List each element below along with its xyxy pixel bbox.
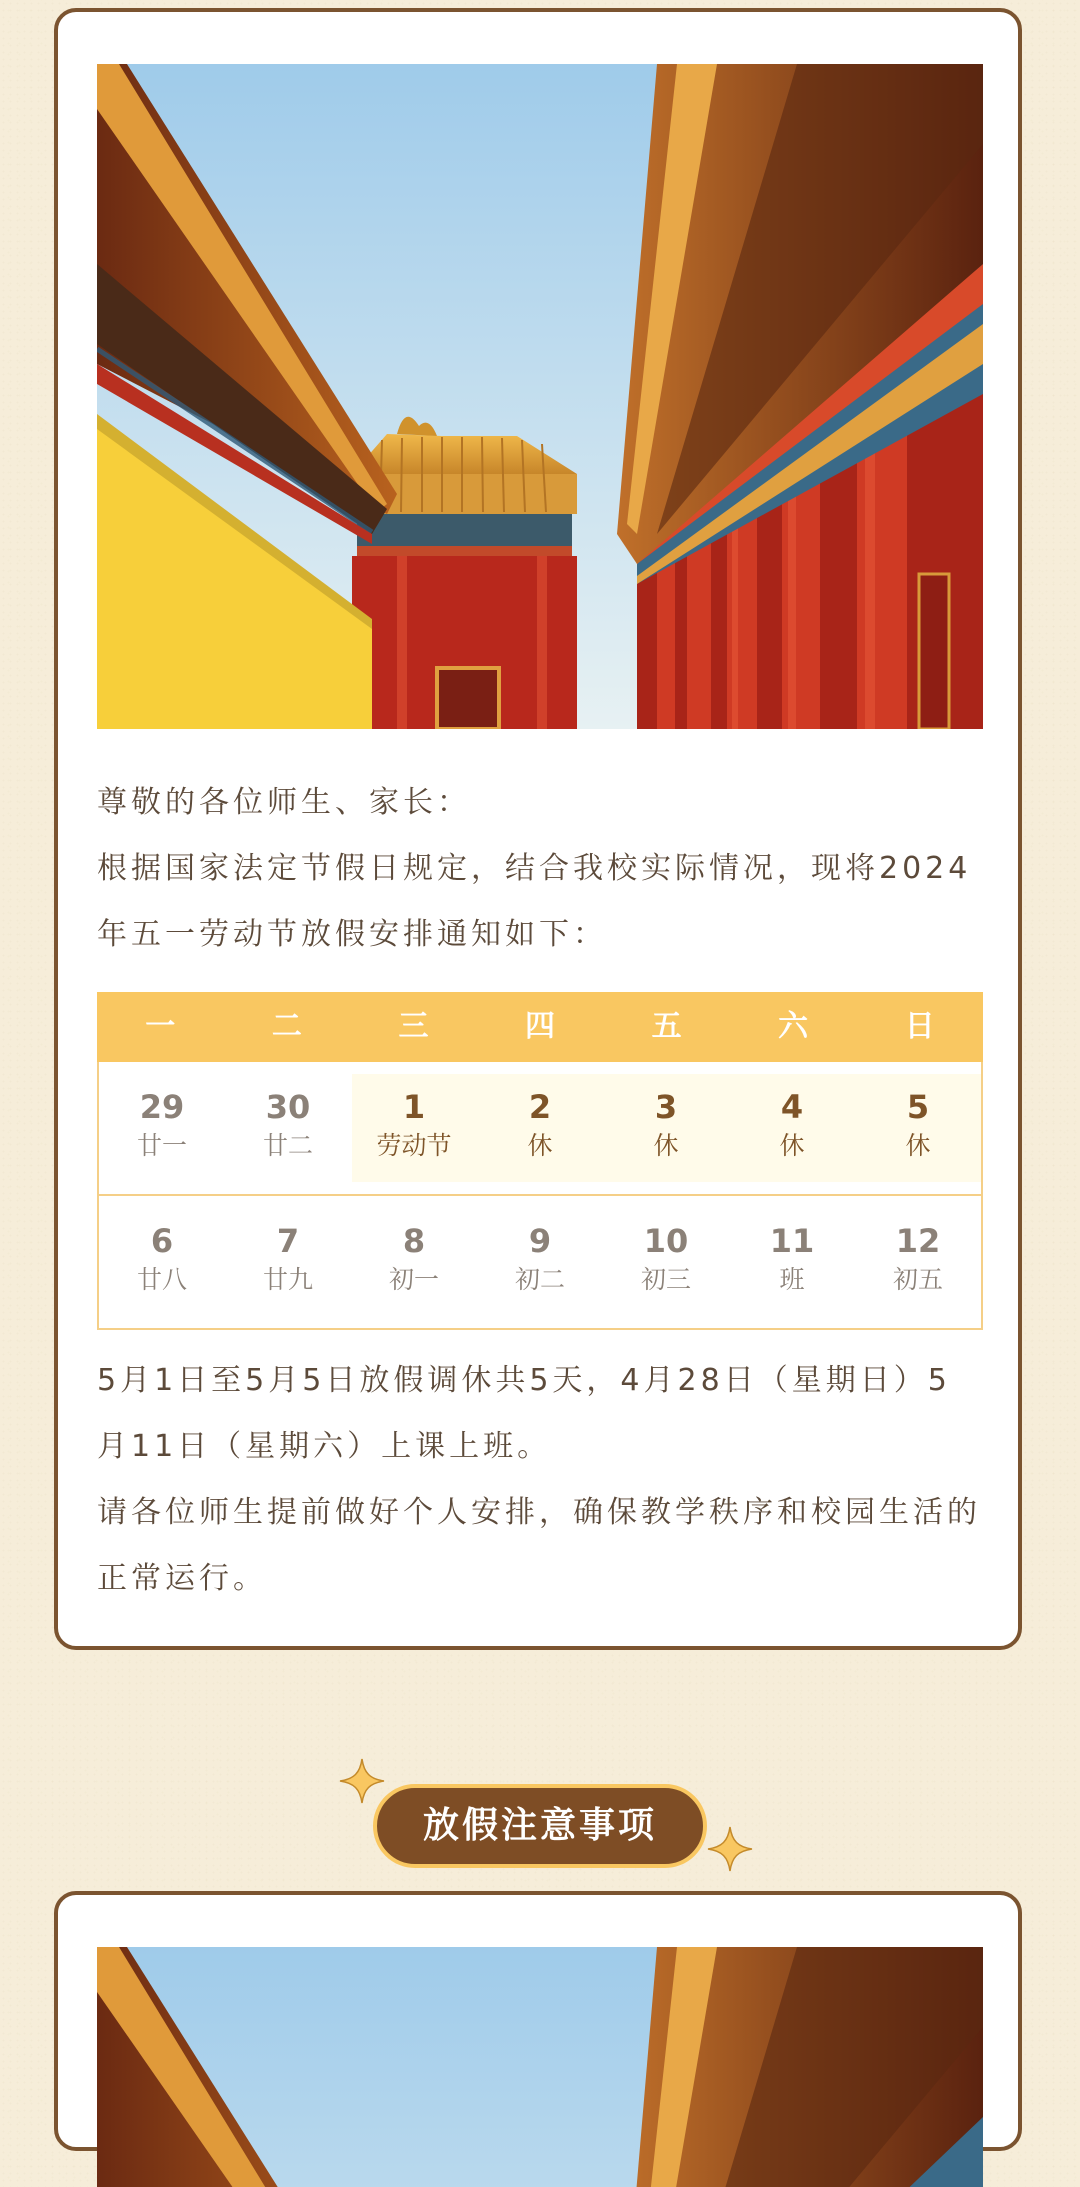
day-number: 12 bbox=[895, 1222, 941, 1260]
lunar-date: 休 bbox=[779, 1131, 805, 1160]
calendar-day-cell bbox=[729, 1196, 855, 1328]
weekday-mon: 一 bbox=[145, 1009, 176, 1044]
notice-card bbox=[54, 8, 1022, 1650]
lunar-date: 廿八 bbox=[136, 1265, 187, 1294]
day-number: 11 bbox=[769, 1222, 815, 1260]
calendar-day-cell bbox=[99, 1196, 225, 1328]
calendar-day-cell bbox=[225, 1196, 351, 1328]
day-number: 2 bbox=[528, 1088, 552, 1126]
day-number: 8 bbox=[402, 1222, 426, 1260]
lunar-date: 初一 bbox=[388, 1265, 439, 1294]
calendar-day-cell-holiday bbox=[855, 1062, 981, 1194]
lunar-date: 休 bbox=[527, 1131, 553, 1160]
weekday-fri: 五 bbox=[651, 1009, 682, 1044]
reminder-paragraph: 请各位师生提前做好个人安排，确保教学秩序和校园生活的正常运行。 bbox=[97, 1495, 981, 1596]
day-number: 30 bbox=[265, 1088, 311, 1126]
lunar-date: 廿一 bbox=[136, 1131, 187, 1160]
weekday-thu: 四 bbox=[525, 1009, 556, 1044]
lunar-date: 廿二 bbox=[262, 1131, 313, 1160]
calendar-day-cell bbox=[225, 1062, 351, 1194]
calendar-weekday-header bbox=[97, 992, 983, 1062]
day-number: 9 bbox=[528, 1222, 552, 1260]
weekday-sun: 日 bbox=[904, 1009, 935, 1044]
calendar-week-row bbox=[99, 1062, 981, 1194]
day-number: 29 bbox=[139, 1088, 185, 1126]
calendar-day-cell-holiday bbox=[729, 1062, 855, 1194]
lunar-date: 初五 bbox=[892, 1265, 943, 1294]
calendar-day-cell bbox=[477, 1196, 603, 1328]
calendar-day-cell bbox=[351, 1196, 477, 1328]
sparkle-star-icon bbox=[338, 1757, 386, 1805]
day-number: 4 bbox=[780, 1088, 804, 1126]
day-number: 7 bbox=[276, 1222, 300, 1260]
intro-paragraph: 根据国家法定节假日规定，结合我校实际情况，现将2024年五一劳动节放假安排通知如下： bbox=[97, 851, 972, 952]
calendar-day-cell-holiday bbox=[603, 1062, 729, 1194]
sparkle-star-icon bbox=[706, 1825, 754, 1873]
weekday-tue: 二 bbox=[271, 1009, 302, 1044]
calendar-day-cell bbox=[855, 1196, 981, 1328]
lunar-date: 廿九 bbox=[262, 1265, 313, 1294]
lunar-date: 劳动节 bbox=[376, 1131, 452, 1160]
lunar-date: 休 bbox=[653, 1131, 679, 1160]
calendar-day-cell-holiday bbox=[477, 1062, 603, 1194]
day-number: 3 bbox=[654, 1088, 678, 1126]
schedule-paragraph: 5月1日至5月5日放假调休共5天，4月28日（星期日）5月11日（星期六）上课上班。 bbox=[97, 1363, 951, 1464]
calendar-week-row bbox=[99, 1194, 981, 1328]
weekday-sat: 六 bbox=[778, 1009, 809, 1044]
weekday-wed: 三 bbox=[398, 1009, 429, 1044]
lunar-date: 休 bbox=[905, 1131, 931, 1160]
day-number: 1 bbox=[402, 1088, 426, 1126]
lunar-date: 初三 bbox=[640, 1265, 691, 1294]
precautions-card bbox=[54, 1891, 1022, 2151]
section-title-pill: 放假注意事项 bbox=[373, 1784, 707, 1868]
palace-image bbox=[97, 64, 983, 729]
calendar-day-cell bbox=[99, 1062, 225, 1194]
day-number: 10 bbox=[643, 1222, 689, 1260]
day-number: 5 bbox=[906, 1088, 930, 1126]
palace-image bbox=[97, 1947, 983, 2187]
day-number: 6 bbox=[150, 1222, 174, 1260]
greeting-text: 尊敬的各位师生、家长： bbox=[97, 785, 471, 820]
holiday-calendar bbox=[97, 992, 983, 1330]
lunar-date: 班 bbox=[779, 1265, 805, 1294]
lunar-date: 初二 bbox=[514, 1265, 565, 1294]
calendar-day-cell bbox=[603, 1196, 729, 1328]
calendar-day-cell-holiday bbox=[351, 1062, 477, 1194]
